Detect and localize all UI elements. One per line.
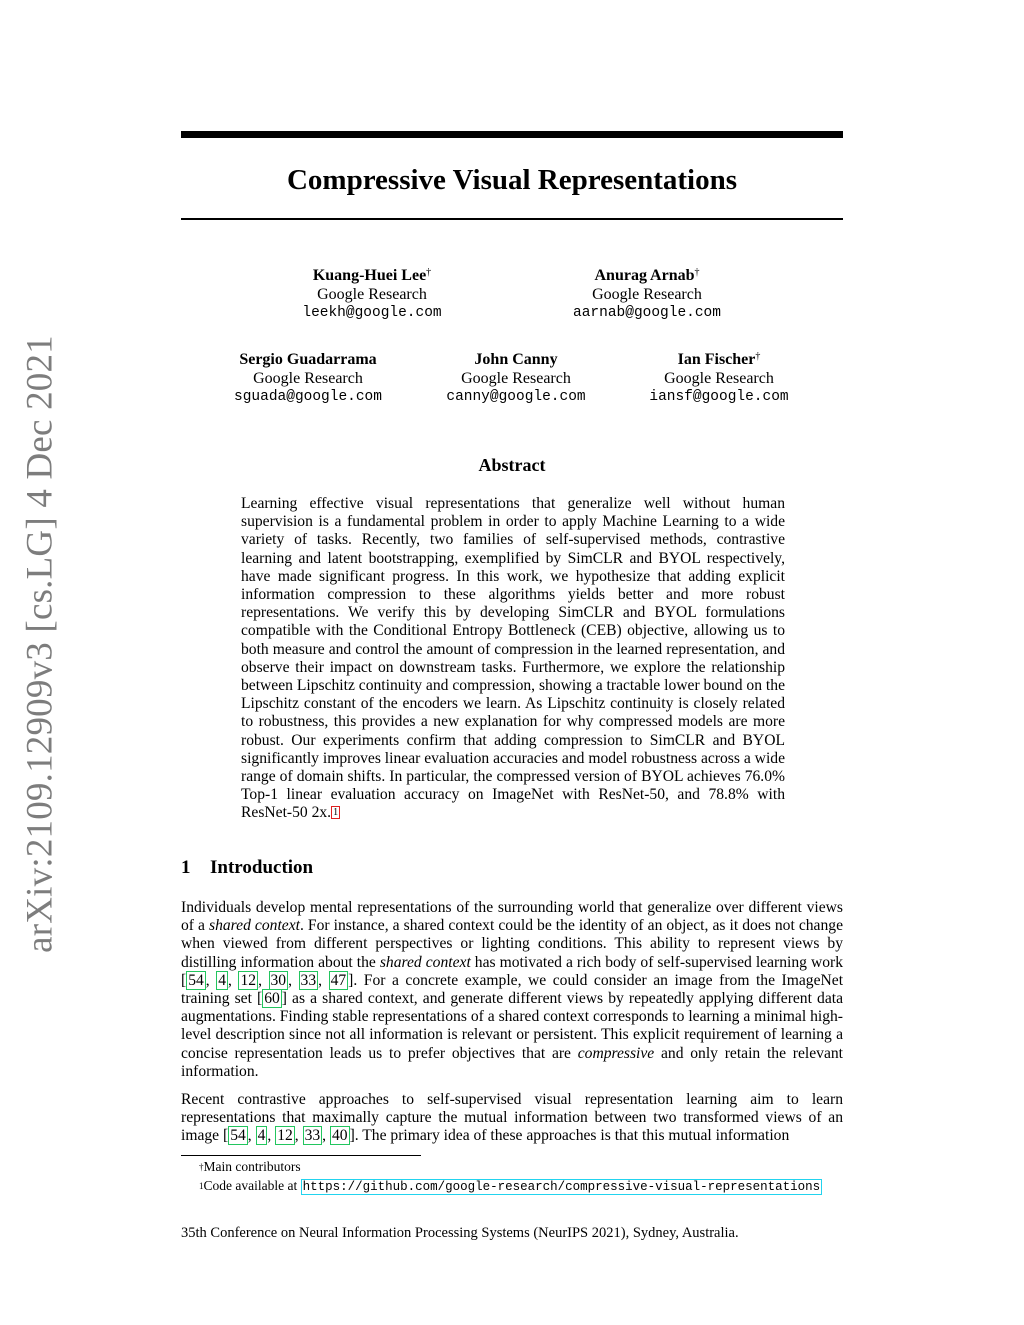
intro-paragraph-2: Recent contrastive approaches to self-supervised visual representation learning aim to learn representations that maximally capture the mutual information between two transformed views of an image [ 54 , 4 , 12 , 33 , 40 ]. The primary idea of these approaches is that this mutual information	[181, 1091, 843, 1145]
author-email[interactable]: iansf@google.com	[649, 389, 789, 405]
section-title: Introduction	[210, 857, 314, 878]
author-affiliation: Google Research	[461, 370, 571, 387]
arxiv-stamp: arXiv:2109.12909v3 [cs.LG] 4 Dec 2021	[19, 335, 61, 953]
citation-link[interactable]: 54	[230, 1127, 246, 1145]
paper-title: Compressive Visual Representations	[286, 164, 738, 196]
author-email[interactable]: sguada@google.com	[234, 389, 382, 405]
intro-paragraph-1: Individuals develop mental representations of the surrounding world that generalize over different views of a shared context. For instance, a shared context could be the identity of an object, as it does not change when viewed from different perspectives or lighting conditions. This ability to represent views by distilling information about the shared context has motivated a rich body of self-supervised learning work [ 54 , 4 , 12 , 30 , 33 , 47 ]. For a concrete example, we could consider an image from the ImageNet training set [ 60 ] as a shared context, and generate different views by repeatedly applying different data augmentations. Finding stable representations of a shared context corresponds to learning a minimal high-level description since not all information is relevant or persistent. This explicit requirement of learning a concise representation leads us to prefer objectives that are compressive and only retain the relevant information.	[181, 899, 844, 1080]
author-name: Ian Fischer†	[677, 351, 761, 368]
author-affiliation: Google Research	[317, 286, 427, 303]
author-block	[252, 266, 492, 323]
venue-footer: 35th Conference on Neural Information Processing Systems (NeurIPS 2021), Sydney, Australia.	[181, 1225, 739, 1241]
footnote-ref-link[interactable]: 1	[333, 807, 339, 819]
author-name: Kuang-Huei Lee†	[312, 267, 432, 284]
abstract-text: Learning effective visual representations that generalize well without human supervision is a fundamental problem in order to apply Machine Learning to a wide variety of tasks. Recently, two families of self-supervised methods, contrastive learning and latent bootstrapping, exemplified by SimCLR and BYOL respectively, have made significant progress. In this work, we hypothesize that adding explicit information compression to these algorithms yields better and more robust representations. We verify this by developing SimCLR and BYOL formulations compatible with the Conditional Entropy Bottleneck (CEB) objective, allowing us to both measure and control the amount of compression in the learned representation, and observe their impact on downstream tasks. Furthermore, we explore the relationship between Lipschitz continuity and compression, showing a tractable lower bound on the Lipschitz constant of the encoders we learn. As Lipschitz continuity is closely related to robustness, this provides a new explanation for why compressed models are more robust. Our experiments confirm that adding compression to SimCLR and BYOL significantly improves linear evaluation accuracies and model robustness across a wide range of domain shifts. In particular, the compressed version of BYOL achieves 76.0% Top-1 linear evaluation accuracy on ImageNet with ResNet-50, and 78.8% with ResNet-50 2x. $^1$	[241, 495, 785, 822]
citation-link[interactable]: 4	[257, 1127, 266, 1145]
citation-link[interactable]: 12	[240, 971, 257, 989]
author-block	[599, 350, 839, 407]
author-block	[527, 266, 767, 323]
footnote-rule	[181, 1155, 421, 1156]
citation-link[interactable]: 33	[300, 971, 317, 989]
author-mark: †	[426, 267, 432, 278]
section-heading-introduction	[181, 855, 313, 881]
title-bottom-rule	[181, 218, 843, 220]
author-name: Anurag Arnab†	[594, 267, 700, 284]
citation-link[interactable]: 54	[188, 971, 204, 989]
author-mark: †	[694, 267, 700, 278]
citation-link[interactable]: 12	[277, 1127, 293, 1145]
citation-link[interactable]: 47	[330, 971, 347, 989]
citation-link[interactable]: 33	[304, 1127, 321, 1145]
citation-link[interactable]: 40	[331, 1127, 348, 1145]
author-email[interactable]: leekh@google.com	[302, 305, 442, 321]
citation-link[interactable]: 4	[218, 971, 227, 989]
code-url-link[interactable]: https://github.com/google-research/compressive-visual-representations	[302, 1180, 821, 1194]
section-number: 1	[181, 857, 191, 878]
author-affiliation: Google Research	[664, 370, 774, 387]
abstract-heading: Abstract	[478, 455, 546, 475]
author-name: John Canny	[474, 351, 558, 368]
author-block	[188, 350, 428, 407]
title-top-rule	[181, 131, 843, 138]
footnote-contributors: †Main contributors	[199, 1159, 301, 1174]
author-mark: †	[755, 351, 761, 362]
citation-link[interactable]: 60	[264, 990, 280, 1008]
author-affiliation: Google Research	[253, 370, 363, 387]
author-name: Sergio Guadarrama	[239, 351, 377, 368]
footnote-code: $^1$Code available at https://github.com/google-research/compressive-visual-representations	[199, 1178, 821, 1194]
author-affiliation: Google Research	[592, 286, 702, 303]
author-email[interactable]: aarnab@google.com	[573, 305, 721, 321]
author-email[interactable]: canny@google.com	[446, 389, 586, 405]
citation-link[interactable]: 30	[270, 971, 287, 989]
